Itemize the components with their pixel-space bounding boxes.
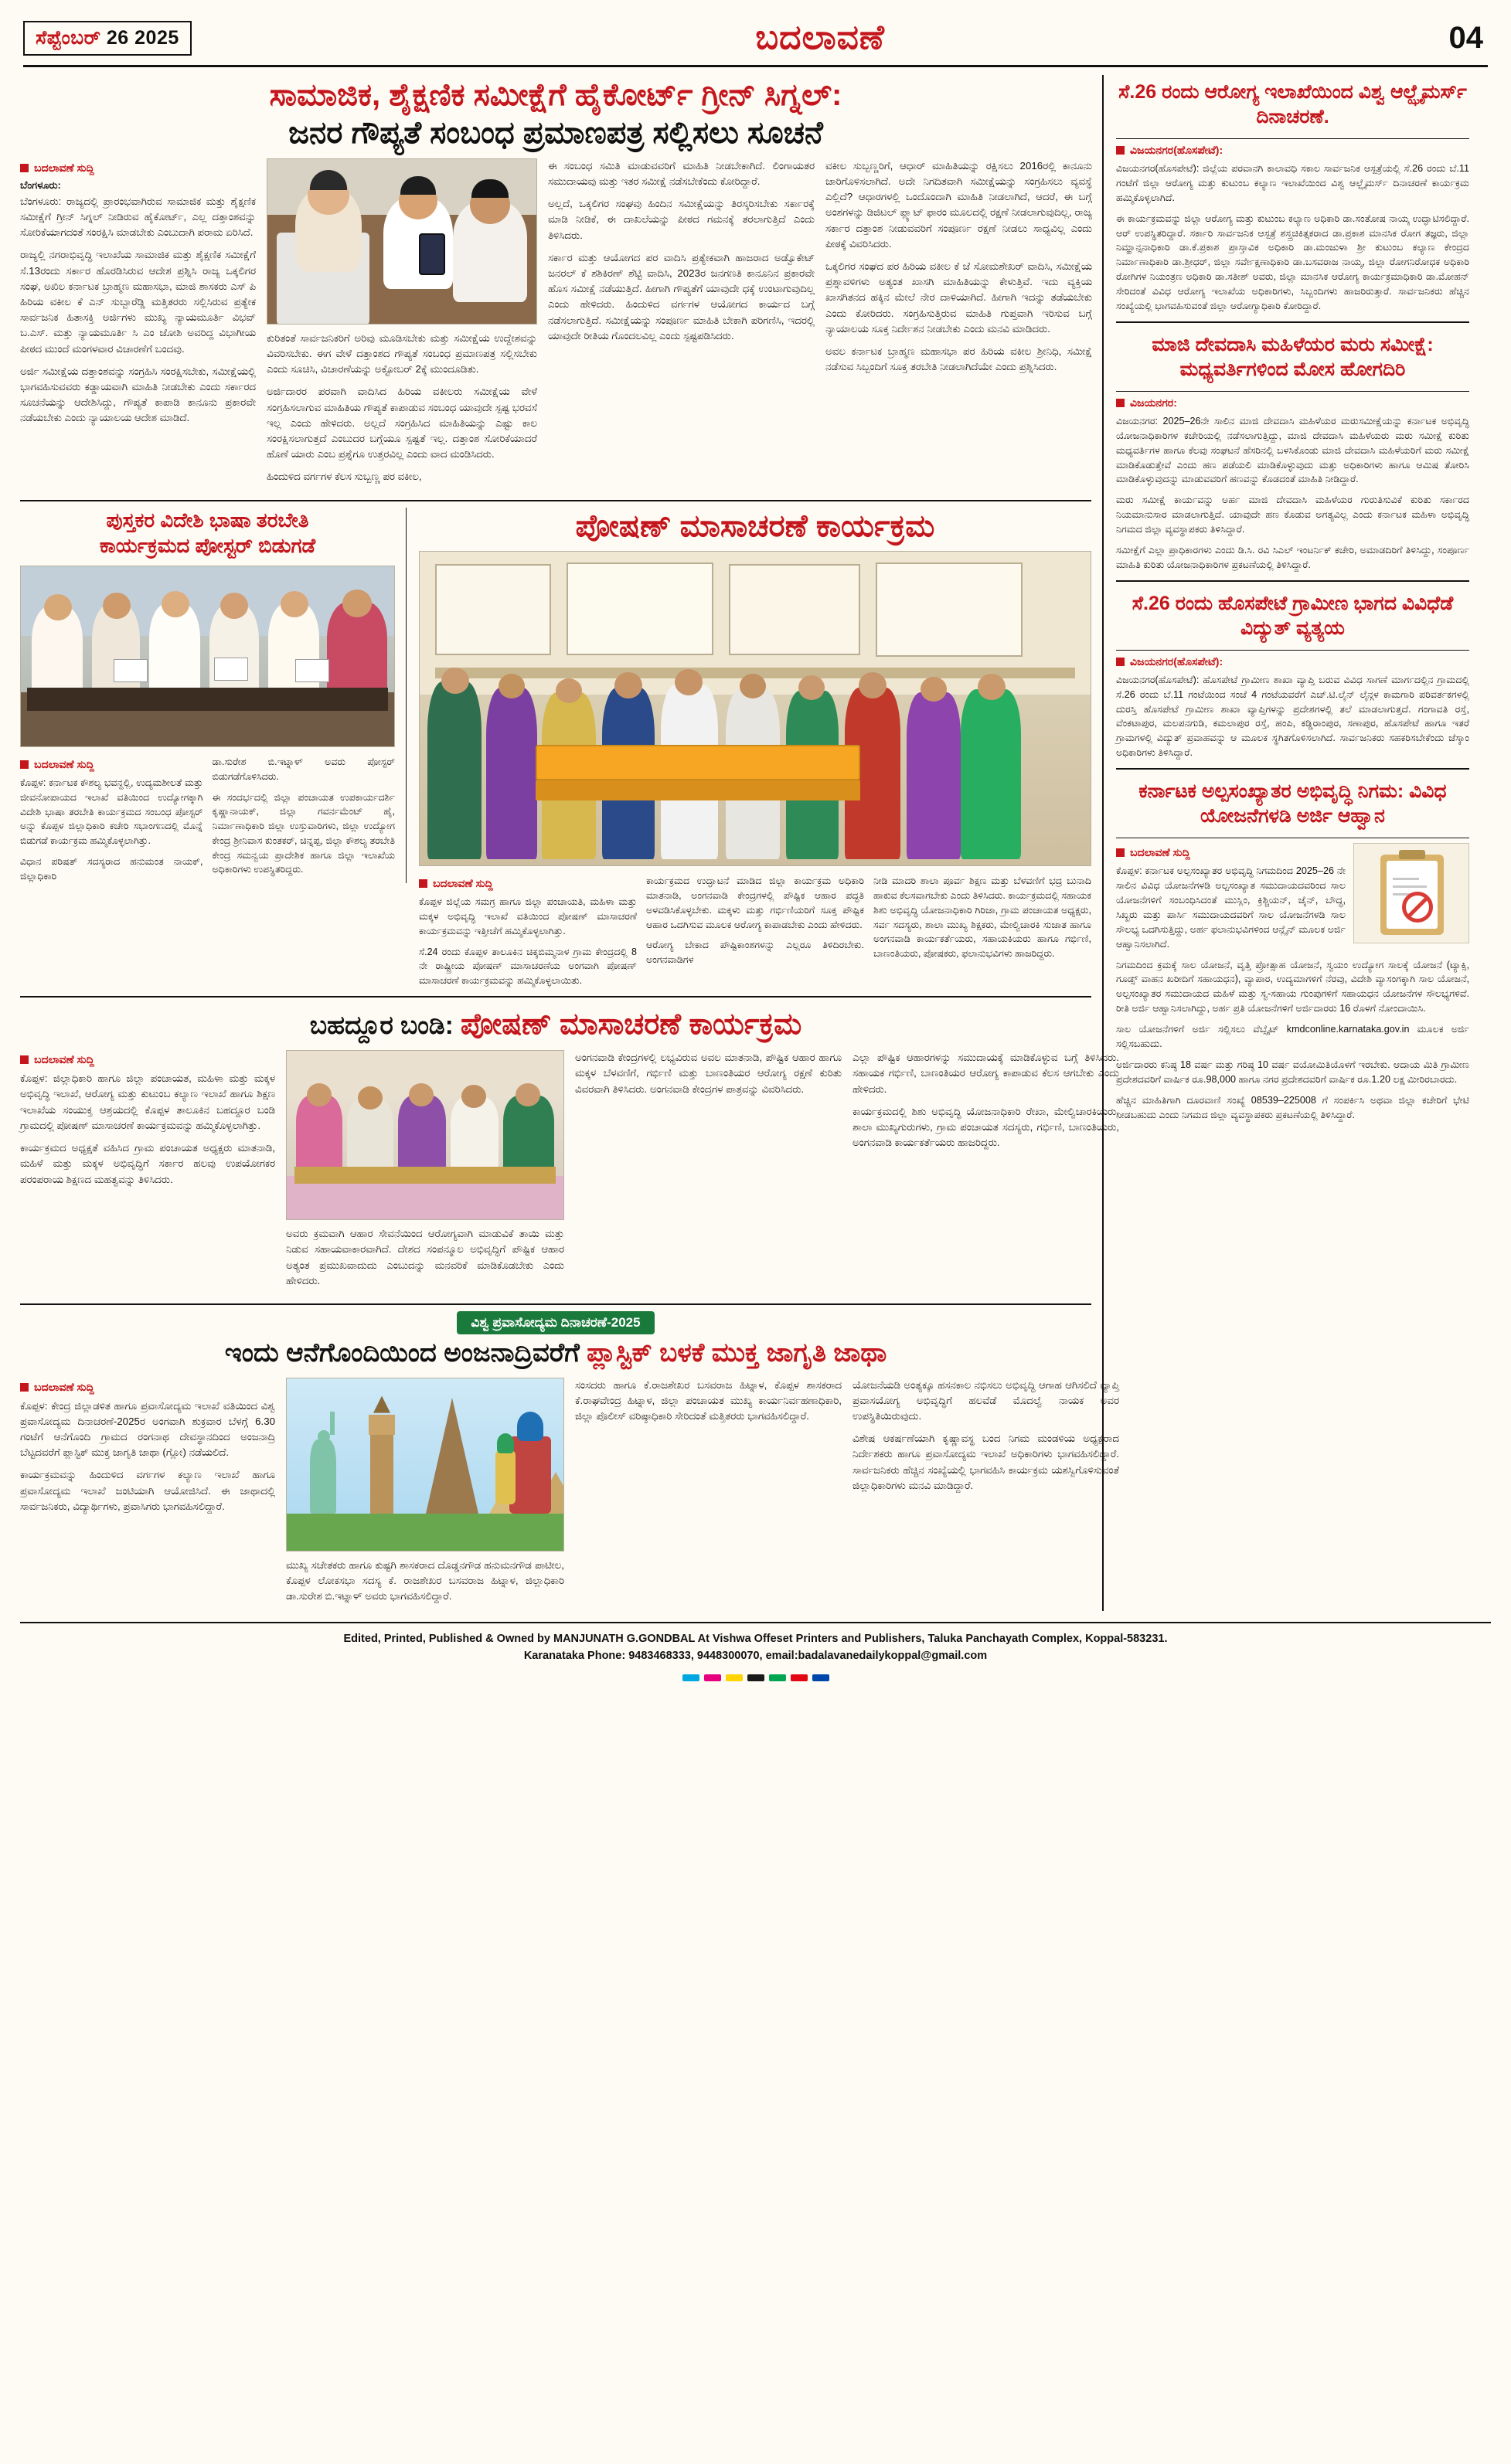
bullet-icon [1116,848,1125,857]
story-row-2 [20,508,1091,988]
lead-headline-black: ಜನರ ಗೌಪ್ಯತೆ ಸಂಬಂಧ ಪ್ರಮಾಣಪತ್ರ ಸಲ್ಲಿಸಲು ಸೂಚನೆ [288,115,823,150]
story4-headline-red: ಪೋಷಣ್ ಮಾಸಾಚರಣೆ ಕಾರ್ಯಕ್ರಮ [460,1008,802,1041]
footer-contact: Karanataka Phone: 9483468333, 9448300070, email:badalavanedailykoppal@gmail.com [523,1649,988,1662]
story4-col2: ಅವರು ಕ್ರಮವಾಗಿ ಆಹಾರ ಸೇವನೆಯಿಂದ ಆರೋಗ್ಯವಾಗಿ ಮಾಡುವಿಕೆ ತಾಯಿ ಮತ್ತು ನಿಡುವ ಸಹಾಯವಾಕಾರವಾಗಿದೆ. ದೇಶದ ಸಂಪನ್ಮೂಲ ಅಭಿವೃದ್ಧಿಗೆ ಪೌಷ್ಟಿಕ ಆಹಾರ ಅತ್ಯಂತ ಪ್ರಮುಖವಾದುದು ಎಂಬುದನ್ನು ಮನವರಿಕೆ ಮಾಡಿಕೊಡಬೇಕು ಎಂದು ಹೇಳಿದರು. [286,1228,564,1286]
story5-byline [20,1381,275,1394]
right-story-alzheimers [1116,75,1469,314]
story5-col2: ಮುಖ್ಯ ಸಚೇತಕರು ಹಾಗೂ ಕುಷ್ಟಗಿ ಶಾಸಕರಾದ ದೊಡ್ಡನಗೌಡ ಹನುಮನಗೌಡ ಪಾಟೀಲ, ಕೊಪ್ಪಳ ಲೋಕಸಭಾ ಸದಸ್ಯ ಕೆ. ರಾಜಶೇಖರ ಬಸವರಾಜ ಹಿಟ್ನಾಳ, ಜಿಲ್ಲಾಧಿಕಾರಿ ಡಾ.ಸುರೇಶ ಬಿ.ಇಟ್ನಾಳ್ ಅವರು ಭಾಗವಹಿಸಲಿದ್ದಾರೆ. [286,1558,564,1602]
story3-col3: ನೀಡಿ ಮಾದರಿ ಶಾಲಾ ಪೂರ್ವ ಶಿಕ್ಷಣ ಮತ್ತು ಬೆಳವಣಿಗೆ ಭದ್ರ ಬುನಾದಿ ಹಾಕುವ ಕೆಲಸವಾಗಬೇಕು ಎಂದು ತಿಳಿಸಿದರು. ಕಾರ್ಯಕ್ರಮದಲ್ಲಿ ಸಹಾಯಕ ಶಿಶು ಅಭಿವೃದ್ಧಿ ಯೋಜನಾಧಿಕಾರಿ ಗಿರಿಜಾ, ಗ್ರಾಮ ಪಂಚಾಯತ ಅಧ್ಯಕ್ಷರು, ಸರ್ವ ಸದಸ್ಯರು, ಶಾಲಾ ಮುಖ್ಯ ಶಿಕ್ಷಕರು, ಮೇಲ್ವಿಚಾರಕಿ ಸುಜಾತ ಹಾಗೂ ಅಂಗನವಾಡಿ ಕಾರ್ಯಕರ್ತೆಯರು, ಸಹಾಯಕಿಯರು ಹಾಗೂ ಗರ್ಭಿಣಿ, ಬಾಣಂತಿಯರು, ಪೋಷಕರು, ಫಲಾನುಭವಿಗಳು ಹಾಜರಿದ್ದರು. [873,875,1091,960]
byline-source: ಬದಲಾವಣೆ ಸುದ್ದಿ [34,161,94,174]
story2-headline-2: ಕಾರ್ಯಕ್ರಮದ ಪೋಸ್ಟರ್ ಬಿಡುಗಡೆ [99,534,316,558]
masthead-divider [23,65,1488,67]
footer-imprint: Edited, Printed, Published & Owned by MANJUNATH G.GONDBAL At Vishwa Offeset Printers and Publishers, Taluka Panchayath Complex, Koppal-583231. [343,1633,1168,1646]
byline-source: ಬದಲಾವಣೆ ಸುದ್ದಿ [34,758,94,771]
lead-byline-place: ಬೆಂಗಳೂರು: [20,178,61,191]
masthead [20,14,1491,65]
color-swatch [726,1674,743,1681]
clipboard-illustration [1353,843,1469,943]
right-divider-2 [1116,580,1469,582]
story5-col3: ಸಂಸದರು ಹಾಗೂ ಕೆ.ರಾಜಶೇಖರ ಬಸವರಾಜ ಹಿಟ್ನಾಳ, ಕೊಪ್ಪಳ ಶಾಸಕರಾದ ಕೆ.ರಾಘವೇಂದ್ರ ಹಿಟ್ನಾಳ, ಜಿಲ್ಲಾ ಪಂಚಾಯತ ಮುಖ್ಯ ಕಾರ್ಯನಿರ್ವಹಣಾಧಿಕಾರಿ, ಜಿಲ್ಲಾ ಪೊಲೀಸ್ ವರಿಷ್ಠಾಧಿಕಾರಿ ಸೇರಿದಂತೆ ಮತ್ತಿತರರು ಭಾಗವಹಿಸಲಿದ್ದಾರೆ. [575,1378,842,1422]
story5-col4: ಯೋಜನೆಯಡಿ ಅಂತ್ಯಕ್ಕೂ ಹಸನಕಾಲ ನಭಿಸಲು ಅಭಿವೃದ್ಧಿ ಆಗಾಹ ಆಗಿಸಲಿದೆ ವ್ಯಾಪ್ತಿ ಪ್ರವಾಸಯೋಗ್ಯ ಅಭಿವೃದ್ಧಿಗೆ ಹಲವೆಡೆ ಮೊದಲ್ವೆ ನಾಯಕ ಅವರ ಉಪಸ್ಥಿತಿಯಿರುವುದು. ವಿಶೇಷ ಆಕರ್ಷಣೆಯಾಗಿ ಕೃಷ್ಣಾವಸ್ಥ ಬಂದ ನಿಗಮ ಮಂಡಳಿಯ ಅಧ್ಯಕ್ಷರಾದ ನಿರ್ದೇಶಕರು ಹಾಗೂ ಪ್ರವಾಸೋದ್ಯಮ ಇಲಾಖೆ ಅಧಿಕಾರಿಗಳು ಭಾಗವಹಿಸಲಿದ್ದಾರೆ. ಸಾರ್ವಜನಿಕರು ಹೆಚ್ಚಿನ ಸಂಖ್ಯೆಯಲ್ಲಿ ಭಾಗವಹಿಸಿ ಕಾರ್ಯಕ್ರಮ ಯಶಸ್ವಿಗೊಳಿಸುವಂತೆ ಜಿಲ್ಲಾಧಿಕಾರಿಗಳು ಮನವಿ ಮಾಡಿದ್ದಾರೆ. [852,1378,1119,1491]
story-poshan-month [419,508,1091,988]
story5-headline-black: ಇಂದು ಆನೆಗೊಂದಿಯಿಂದ ಅಂಜನಾದ್ರಿವರೆಗೆ [224,1338,580,1368]
lead-photo [267,158,537,325]
page-footer [20,1622,1491,1670]
story4-col3: ಅಂಗನವಾಡಿ ಕೇಂದ್ರಗಳಲ್ಲಿ ಲಭ್ಯವಿರುವ ಅವಲ ಮಾತನಾಡಿ, ಪೌಷ್ಟಿಕ ಆಹಾರ ಹಾಗೂ ಮಕ್ಕಳ ಬೆಳವಣಿಗೆ, ಗರ್ಭಿಣಿ ಮತ್ತು ಬಾಣಂತಿಯರ ಆರೋಗ್ಯ ರಕ್ಷಣೆ ಕುರಿತು ವಿವರವಾಗಿ ತಿಳಿಸಿದರು. ಅಂಗನವಾಡಿ ಕೇಂದ್ರಗಳ ಪಾತ್ರವನ್ನು ವಿವರಿಸಿದರು. [575,1052,842,1095]
bullet-icon [1116,399,1125,407]
byline-source: ವಿಜಯನಗರ: [1130,396,1177,409]
section-divider-2 [20,996,1091,997]
bullet-icon [1116,146,1125,155]
right-story4-body-1: ಕೊಪ್ಪಳ: ಕರ್ನಾಟಕ ಅಲ್ಪಸಂಖ್ಯಾತರ ಅಭಿವೃದ್ಧಿ ನಿಗಮದಿಂದ 2025–26 ನೇ ಸಾಲಿನ ವಿವಿಧ ಯೋಜನೆಗಳಡಿ ಅಲ್ಪಸಂಖ್ಯಾತ ಸಮುದಾಯದವರಿಂದ ಸಾಲ ಯೋಜನೆಗಳಿಗೆ ಸಂಬಂಧಿಸಿದಂತೆ ಮುಸ್ಲಿಂ, ಕ್ರಿಶ್ಚಿಯನ್, ಜೈನ್, ಬೌದ್ಧ, ಸಿಖ್ಖರು ಮತ್ತು ಪಾರ್ಸಿ ಸಮುದಾಯದವರಿಗೆ ಸಾಲ ಯೋಜನೆಗಳಡಿ ಸಾಲ ಸೌಲಭ್ಯ ಒದಗಿಸುತ್ತಿದ್ದು, ಅರ್ಹ ಫಲಾನುಭವಿಗಳಿಂದ ಆನ್ಲೈನ್ ಮೂಲಕ ಅರ್ಜಿ ಆಹ್ವಾನಿಸಲಾಗಿದೆ. [1116,865,1346,950]
byline-source: ಬದಲಾವಣೆ ಸುದ್ದಿ [34,1380,94,1393]
content-grid [20,75,1491,1611]
right-story2-byline [1116,396,1469,410]
story5-headline [20,1336,1091,1377]
lead-col1: ಬೆಂಗಳೂರು: ರಾಜ್ಯದಲ್ಲಿ ಪ್ರಾರಂಭವಾಗಿರುವ ಸಾಮಾಜಿಕ ಮತ್ತು ಶೈಕ್ಷಣಿಕ ಸಮೀಕ್ಷೆಗೆ ಗ್ರೀನ್ ಸಿಗ್ನಲ್ ನೀಡಿರುವ ಹೈಕೋರ್ಟ್, ಎಲ್ಲ ದತ್ತಾಂಶವನ್ನು ಸೋರಿಕೆಯಾಗದಂತೆ ಸಂರಕ್ಷಿಸಿ ಮಾಡಬೇಕು ಎಂಬುದಾಗಿ ಪರಾಮ ಏರಿಸಿದೆ. ರಾಜ್ಯಲ್ಲಿ ನಗರಾಭಿವೃದ್ಧಿ ಇಲಾಖೆಯ ಸಾಮಾಜಿಕ ಮತ್ತು ಶೈಕ್ಷಣಿಕ ಸಮೀಕ್ಷೆಗೆ ಸೆ.13ರಂದು ಸರ್ಕಾರ ಹೊರಡಿಸಿರುವ ಆದೇಶ ಪ್ರಶ್ನಿಸಿ ರಾಜ್ಯ ಒಕ್ಕಲಿಗರ ಸಂಘ, ಅಖಿಲ ಕರ್ನಾಟಕ ಬ್ರಾಹ್ಮಣ ಮಹಾಸಭಾ, ಮಾಜಿ ಶಾಸಕರು ಎಸ್ ಪಿ ಹಿರಿಯ ವಕೀಲ ಕೆ ಎನ್ ಸುಬ್ಬಾರೆಡ್ಡಿ ಮತ್ತಿತರರು ಸಲ್ಲಿಸಿರುವ ಪ್ರತ್ಯೇಕ ಸಾರ್ವಜನಿಕ ಹಿತಾಸಕ್ತಿ ಅರ್ಜಿಗಳು ಮುಖ್ಯ ನ್ಯಾಯಮೂರ್ತಿ ವಿಭವ್ ಬ.ಎಸ್. ಮತ್ತು ನ್ಯಾಯಮೂರ್ತಿ ಸಿ ಎಂ ಜೋಶಿ ಅವರಿದ್ದ ವಿಭಾಗೀಯ ಪೀಠದ ಮುಂದೆ ಮಂಗಳವಾರ ವಿಚಾರಣೆಗೆ ಬಂದವು. ಅರ್ಜಿ ಸಮೀಕ್ಷೆಯ ದತ್ತಾಂಶವನ್ನು ಸಂಗ್ರಹಿಸಿ ಸಂರಕ್ಷಿಸಬೇಕು, ಸಮೀಕ್ಷೆಯಲ್ಲಿ ಭಾಗವಹಿಸುವವರು ಕಡ್ಡಾಯವಾಗಿ ಮಾಹಿತಿ ನೀಡಬೇಕು ಎಂದು ಸರ್ಕಾರದ ಸೂಚನೆಯನ್ನು ಆದೇಶಿಸಿದ್ದು, ಗೌಪ್ಯತೆ ಕಾಪಾಡಿ ಕಾನೂನು ಪ್ರಕಾರವೇ ನಡೆಯಬೇಕು ಎಂದು ನ್ಯಾಯಾಲಯ ಆದೇಶ ಮಾಡಿದೆ. [20,195,256,424]
story2-headline-1: ಪುಸ್ತಕರ ವಿದೇಶಿ ಭಾಷಾ ತರಬೇತಿ [106,508,309,532]
color-swatch [769,1674,786,1681]
bullet-icon [20,1055,29,1064]
date-day-year: 26 2025 [100,26,179,49]
date-badge [23,21,192,56]
right-story1-body: ವಿಜಯನಗರ(ಹೊಸಪೇಟೆ): ಜಿಲ್ಲೆಯ ಪರವಾನಗಿ ಕಾಲಾವಧಿ ಸಕಾಲ ಸಾರ್ವಜನಿಕ ಆಸ್ಪತ್ರೆಯಲ್ಲಿ ಸೆ.26 ರಂದು ಬೆ.11 ಗಂಟೆಗೆ ಜಿಲ್ಲಾ ಆರೋಗ್ಯ ಮತ್ತು ಕುಟುಂಬ ಕಲ್ಯಾಣ ಇಲಾಖೆಯಿಂದ ವಿಶ್ವ ಆಲ್ಝೈಮರ್ಸ್ ದಿನಾಚರಣೆ ಕಾರ್ಯಕ್ರಮ ಹಮ್ಮಿಕೊಳ್ಳಲಾಗಿದೆ. ಈ ಕಾರ್ಯಕ್ರಮವನ್ನು ಜಿಲ್ಲಾ ಆರೋಗ್ಯ ಮತ್ತು ಕುಟುಂಬ ಕಲ್ಯಾಣ ಅಧಿಕಾರಿ ಡಾ.ಸಂತೋಷ ನಾಯ್ಕ ಉದ್ಘಾಟಿಸಲಿದ್ದಾರೆ. ಆರ್ ಉಪಸ್ಥಿತರಿದ್ದಾರೆ. ಸರ್ಕಾರಿ ಸಾರ್ವಜನಿಕ ಆಸ್ಪತ್ರೆ ಶಸ್ತ್ರಚಿಕಿತ್ಸಕರಾದ ಡಾ.ಪ್ರಕಾಶ ಮಾನಸಿಕ ರೋಗ ತಜ್ಞರು, ಜಿಲ್ಲಾ ನಿಮ್ಹಾನ್ಸನಾಧಿಕಾರಿ ಡಾ.ಕೆ.ಪ್ರಕಾಶ ಪ್ರಾಸ್ತಾವಿಕ ಅಧಿಕಾರಿ ಡಾ.ಮಂಜುಳಾ ಶ್ರೀ ಕುಟುಂಬ ಕಲ್ಯಾಣ ಕೇಂದ್ರದ ನಿರ್ಮಾಣಾಧಿಕಾರಿ ಡಾ.ಶ್ರೀಧರ್, ಜಿಲ್ಲಾ ಸರ್ವೇಕ್ಷಣಾಧಿಕಾರಿ ಡಾ.ಬಸವರಾಜ ನಾಯ್ಕ, ಜಿಲ್ಲಾ ರೋಗನಿರೋಧಕ ಅಧಿಕಾರಿ ರೋಗಿಗಳ ನಿಯಂತ್ರಣ ಅಧಿಕಾರಿ ಡಾ.ಸತೀಶ್ ಅವರು, ಜಿಲ್ಲಾ ಮಾನಸಿಕ ಆರೋಗ್ಯ ಕಾರ್ಯಕ್ರಮಾಧಿಕಾರಿ ಡಾ.ಮೋಹನ್ ಸೇರಿದಂತೆ ವಿವಿಧ ಆರೋಗ್ಯ ಇಲಾಖೆಯ ಅಧಿಕಾರಿಗಳು, ಸಿಬ್ಬಂದಿಗಳು ಹಾಜರಿರುತ್ತಾರೆ. ಸಾರ್ವಜನಿಕರು ಹೆಚ್ಚಿನ ಸಂಖ್ಯೆಯಲ್ಲಿ ಭಾಗವಹಿಸುವಂತೆ ಜಿಲ್ಲಾ ಆರೋಗ್ಯಾಧಿಕಾರಿ ಕೋರಿದ್ದಾರೆ. [1116,163,1469,312]
page-number: 04 [1448,20,1483,55]
lead-headline-red: ಸಾಮಾಜಿಕ, ಶೈಕ್ಷಣಿಕ ಸಮೀಕ್ಷೆಗೆ ಹೈಕೋರ್ಟ್ ಗ್ರೀನ್ ಸಿಗ್ನಲ್: [269,78,842,112]
story3-photo [419,551,1091,866]
byline-source: ಬದಲಾವಣೆ ಸುದ್ದಿ [433,877,493,890]
story4-byline [20,1053,275,1066]
bullet-icon [419,879,427,888]
lead-col4: ವಕೀಲ ಸುಬ್ಬಣ್ಣರಿಗೆ, ಆಧಾರ್ ಮಾಹಿತಿಯನ್ನು ರಕ್ಷಿಸಲು 2016ರಲ್ಲಿ ಕಾನೂನು ಜಾರಿಗೊಳಿಸಲಾಗಿದೆ. ಅದೇ ನಿಗದಿತವಾಗಿ ಸಮೀಕ್ಷೆಯನ್ನು ಸಂಗ್ರಹಿಸಲು ವ್ಯವಸ್ಥೆ ಎಲ್ಲಿದೆ? ಆಧಾರಗಳಲ್ಲಿ ಒಂದೊಂದಾಗಿ ಮಾಹಿತಿ ನೀಡಲಾಗಿದೆ, ಆದರೆ, ಈ ಬಗ್ಗೆ ಅಂಶಗಳನ್ನು ಡಿಜಿಟಲ್ ಪ್ಲ್ಯಾಟ್ ಫಾರಂ ಮೂಲದಲ್ಲಿ ರಕ್ಷಣೆ ನೀಡಲಾಗುವುದಿಲ್ಲ, ರಾಜ್ಯ ಸರ್ಕಾರ ದತ್ತಾಂಶ ನೀಡುವವರಿಗೆ ಸಂಪೂರ್ಣ ರಕ್ಷಣೆ ನೀಡಲು ಸಾಧ್ಯವಿಲ್ಲ ಎಂದು ಪೀಠಕ್ಕೆ ವಿವರಿಸಿದರು. ಒಕ್ಕಲಿಗರ ಸಂಘದ ಪರ ಹಿರಿಯ ವಕೀಲ ಕೆ ಜೆ ಸೋಮಶೇಖರ್ ವಾದಿಸಿ, ಸಮೀಕ್ಷೆಯ ಪ್ರಶ್ನಾವಳಿಗಳು ಅತ್ಯಂತ ಖಾಸಗಿ ಮಾಹಿತಿಯನ್ನು ಕೇಳುತ್ತಿವೆ. ಇದು ವ್ಯಕ್ತಿಯ ಖಾಸಗಿತನದ ಹಕ್ಕಿನ ಮೇಲೆ ನೇರ ದಾಳಿಯಾಗಿದೆ. ಹೀಗಾಗಿ ಇದನ್ನು ತಡೆಯಬೇಕು ಎಂದು ಕೋರಿದರು. ಸಂಗ್ರಹಿಸುತ್ತಿರುವ ಮಾಹಿತಿ ಗುಪ್ತವಾಗಿ ಇರಿಸುವ ಬಗ್ಗೆ ನ್ಯಾಯಾಲಯ ಸೂಕ್ತ ನಿರ್ದೇಶನ ನೀಡಬೇಕು ಎಂದು ಮನವಿ ಮಾಡಿದರು. ಅವಲ ಕರ್ನಾಟಕ ಬ್ರಾಹ್ಮಣ ಮಹಾಸಭಾ ಪರ ಹಿರಿಯ ವಕೀಲ ಶ್ರೀನಿಧಿ, ಸಮೀಕ್ಷೆ ನಡೆಸುವ ಸಿಬ್ಬಂದಿಗೆ ಸೂಕ್ತ ತರಬೇತಿ ನೀಡಲಾಗಿದೆಯೇ ಎಂದು ಪ್ರಶ್ನಿಸಿದರು. [825,159,1092,373]
right-story3-body: ವಿಜಯನಗರ(ಹೊಸಪೇಟೆ): ಹೊಸಪೇಟೆ ಗ್ರಾಮೀಣ ಶಾಖಾ ವ್ಯಾಪ್ತಿ ಬರುವ ವಿವಿಧ ಸಾಗಣೆ ಮಾರ್ಗದಲ್ಲಿನ ಗ್ರಾಮದಲ್ಲಿ ಸೆ.26 ರಂದು ಬೆ.11 ಗಂಟೆಯಿಂದ ಸಂಜೆ 4 ಗಂಟೆಯವರೆಗೆ ಎಚ್.ಟಿ.ಲೈನ್ ಲೈನ್ಗಳ ಕಾಮಗಾರಿ ಪರಿವರ್ತಕಗಳಲ್ಲಿ ದುರಸ್ತಿ ಹೊಸಪೇಟೆ ಗ್ರಾಮೀಣ ಶಾಖಾ ವ್ಯಾಪ್ತಿಗಳನ್ನು ಪ್ರದೇಶಗಳಲ್ಲಿ ತಲೆ ಮಾಡಲಾಗುತ್ತದೆ. ಗಂಗಾವತಿ ರಸ್ತೆ, ವೆಂಕಟಾಪುರ, ಮಲಪನಗುಡಿ, ಕಮಲಾಪುರ ರಸ್ತೆ, ಹಂಪಿ, ಕಡ್ಡಿರಾಂಪುರ, ಸಣಾಪುರ, ಹೊಸಪೇಟೆ ಹಾಗೂ ಇತರೆ ಗ್ರಾಮಗಳಲ್ಲಿ ವಿದ್ಯುತ್ ಪ್ರವಾಹವನ್ನು ಆ ಮೂಲಕ ಸ್ಥಗಿತಗೊಳಿಸಲಾಗಿದೆ. ಸಾರ್ವಜನಿಕರು ಸಹಕರಿಸಬೇಕೆಂದು ಜೆಸ್ಕಾಂ ಅಧಿಕಾರಿಗಳು ತಿಳಿಸಿದ್ದಾರೆ. [1116,674,1469,759]
right-story3-byline [1116,655,1469,668]
story5-photo [286,1378,564,1551]
story-tourism-day [20,1311,1119,1611]
story4-headline-black: ಬಹದ್ದೂರ ಬಂಡಿ: [309,1010,454,1039]
story2-col2: ಡಾ.ಸುರೇಶ ಬಿ.ಇಟ್ನಾಳ್ ಅವರು ಪೋಸ್ಟರ್ ಬಿಡುಗಡೆಗೊಳಿಸಿದರು. ಈ ಸಂದರ್ಭದಲ್ಲಿ ಜಿಲ್ಲಾ ಪಂಚಾಯತ ಉಪಕಾರ್ಯದರ್ಶಿ ಕೃಷ್ಣಾನಾಯಕ್, ಜಿಲ್ಲಾ ಗವರ್ನಮೆಂಟ್ ಹೈ, ನಿರ್ಮಾಣಾಧಿಕಾರಿ ಜಿಲ್ಲಾ ಉಸ್ತುವಾರಿಗಳು, ಜಿಲ್ಲಾ ಉದ್ಯೋಗ ಕೇಂದ್ರ ಶ್ರೀನಿವಾಸ ಕುಂತಕರ್, ಚಿನ್ನಪ್ಪ, ಜಿಲ್ಲಾ ಕೌಶಲ್ಯ ತರಬೇತಿ ಕೇಂದ್ರ ಸಮನ್ವಯ ಪ್ರಾದೇಶಿಕ ಹಾಗೂ ಜಿಲ್ಲಾ ಇಲಾಖೆಯ ಅಧಿಕಾರಿಗಳು ಉಪಸ್ಥಿತರಿದ್ದರು. [212,756,395,875]
right-divider-3 [1116,768,1469,770]
story-bahadur-bandi [20,1004,1119,1296]
bullet-icon [20,1383,29,1392]
right-story1-headline: ಸೆ.26 ರಂದು ಆರೋಗ್ಯ ಇಲಾಖೆಯಿಂದ ವಿಶ್ವ ಆಲ್ಝೈಮರ್ಸ್ ದಿನಾಚರಣೆ. [1118,81,1467,127]
story3-headline: ಪೋಷಣ್ ಮಾಸಾಚರಣೆ ಕಾರ್ಯಕ್ರಮ [575,508,935,543]
right-divider-1 [1116,321,1469,323]
main-column [20,75,1119,1611]
right-story4-byline [1116,846,1346,859]
section-divider-1 [20,500,1091,501]
right-story2-headline: ಮಾಜಿ ದೇವದಾಸಿ ಮಹಿಳೆಯರ ಮರು ಸಮೀಕ್ಷೆ: ಮಧ್ಯವರ್ತಿಗಳಿಂದ ಮೋಸ ಹೋಗದಿರಿ [1152,333,1434,380]
byline-source: ಬದಲಾವಣೆ ಸುದ್ದಿ [1130,846,1190,859]
byline-source: ವಿಜಯನಗರ(ಹೊಸಪೇಟೆ): [1130,144,1223,156]
story3-byline [419,877,637,890]
story3-col2: ಕಾರ್ಯಕ್ರಮದ ಉದ್ಘಾಟನೆ ಮಾಡಿದ ಜಿಲ್ಲಾ ಕಾರ್ಯಕ್ರಮ ಅಧಿಕಾರಿ ಮಾತನಾಡಿ, ಅಂಗನವಾಡಿ ಕೇಂದ್ರಗಳಲ್ಲಿ ಪೌಷ್ಟಿಕ ಆಹಾರ ಪದ್ಧತಿ ಅಳವಡಿಸಿಕೊಳ್ಳಬೇಕು. ಮಕ್ಕಳು ಮತ್ತು ಗರ್ಭಿಣಿಯರಿಗೆ ಸೂಕ್ತ ಪೌಷ್ಟಿಕ ಆಹಾರ ಒದಗಿಸುವ ಮೂಲಕ ಆರೋಗ್ಯ ಕಾಪಾಡಬೇಕು ಎಂದು ಹೇಳಿದರು. ಆರೋಗ್ಯ ಬೇಕಾದ ಪೌಷ್ಟಿಕಾಂಶಗಳನ್ನು ಎಲ್ಲರೂ ತಿಳಿದಿರಬೇಕು. ಅಂಗನವಾಡಿಗಳ [646,875,864,966]
story2-byline [20,758,203,771]
right-story3-headline: ಸೆ.26 ರಂದು ಹೊಸಪೇಟೆ ಗ್ರಾಮೀಣ ಭಾಗದ ವಿವಿಧೆಡೆ ವಿದ್ಯುತ್ ವ್ಯತ್ಯಯ [1132,592,1454,639]
color-swatch [812,1674,829,1681]
paper-title: ಬದಲಾವಣೆ [755,19,885,56]
bullet-icon [1116,658,1125,666]
byline-source: ವಿಜಯನಗರ(ಹೊಸಪೇಟೆ): [1130,654,1223,668]
story5-headline-red: ಪ್ಲಾಸ್ಟಿಕ್ ಬಳಕೆ ಮುಕ್ತ ಜಾಗೃತಿ ಜಾಥಾ [587,1338,887,1368]
lead-col3: ಈ ಸಂಬಂಧ ಸಮಿತಿ ಮಾಡುವವರಿಗೆ ಮಾಹಿತಿ ನೀಡಬೇಕಾಗಿದೆ. ಲಿಂಗಾಯತರ ಸಮುದಾಯವು ಮತ್ತು ಇತರ ಸಮೀಕ್ಷೆ ನಡೆಸಬೇಕೆಂದು ಕೋರಿದ್ದಾರೆ. ಅಲ್ಲದೆ, ಒಕ್ಕಲಿಗರ ಸಂಘವು ಹಿಂದಿನ ಸಮೀಕ್ಷೆಯನ್ನು ತಿರಸ್ಕರಿಸಬೇಕು ಸರ್ಕಾರಕ್ಕೆ ಮಾಡಿ ನೀಡಿಕೆ, ಈ ದಾಖಲೆಯನ್ನು ಪೀಠದ ಗಮನಕ್ಕೆ ತರಲಾಗುತ್ತಿದೆ ಎಂದು ತಿಳಿಸಿದರು. ಸರ್ಕಾರ ಮತ್ತು ಆಯೋಗದ ಪರ ವಾದಿಸಿ ಪ್ರತ್ಯೇಕವಾಗಿ ಹಾಜರಾದ ಅಡ್ವೊಕೇಟ್ ಜನರಲ್ ಕೆ ಶಶಿಕಿರಣ್ ಶೆಟ್ಟಿ ವಾದಿಸಿ, 2023ರ ಜನಗಣತಿ ಕಾನೂನಿನ ಪ್ರಕಾರವೇ ಹೊಸ ಸಮೀಕ್ಷೆ ನಡೆಯುತ್ತಿದೆ. ಹೀಗಾಗಿ ಗೌಪ್ಯತೆಗೆ ಯಾವುದೇ ಧಕ್ಕೆ ಉಂಟಾಗುವುದಿಲ್ಲ ಎಂದು ಹೇಳಿದರು. ಹಿಂದುಳಿದ ವರ್ಗಗಳ ಆಯೋಗದ ಕಾರ್ಯದ ಬಗ್ಗೆ ನಡೆಸಲಾಗುತ್ತಿದೆ. ಸಮೀಕ್ಷೆಯನ್ನು ಸಂಪೂರ್ಣ ಮಾಹಿತಿ ಬೇಕಾಗಿ ಪರಿಗಣಿಸಿ, ಇದರಲ್ಲಿ ಯಾವುದೇ ರೀತಿಯ ಗೊಂದಲವಿಲ್ಲ ಎಂದು ಸ್ಪಷ್ಟಪಡಿಸಿದರು. [548,159,815,342]
lead-byline [20,161,256,175]
story4-photo [286,1050,564,1220]
story4-col4: ಎಲ್ಲಾ ಪೌಷ್ಟಿಕ ಆಹಾರಗಳನ್ನು ಸಮುದಾಯಕ್ಕೆ ಮಾಡಿಕೊಳ್ಳುವ ಬಗ್ಗೆ ತಿಳಿಸಿದರು. ಸಹಾಯಕ ಗರ್ಭಿಣಿ, ಬಾಣಂತಿಯರ ಆರೋಗ್ಯ ಕಾಪಾಡುವ ಕೆಲಸ ಆಗಬೇಕು ಎಂದು ಹೇಳಿದರು. ಕಾರ್ಯಕ್ರಮದಲ್ಲಿ ಶಿಶು ಅಭಿವೃದ್ಧಿ ಯೋಜನಾಧಿಕಾರಿ ರೇಖಾ, ಮೇಲ್ವಿಚಾರಕಿಯರು, ಶಾಲಾ ಮುಖ್ಯಗುರುಗಳು, ಗ್ರಾಮ ಪಂಚಾಯತ ಸದಸ್ಯರು, ಗರ್ಭಿಣಿ, ಬಾಣಂತಿಯರು, ಅಂಗನವಾಡಿ ಕಾರ್ಯಕರ್ತೆಯರು ಹಾಜರಿದ್ದರು. [852,1052,1119,1149]
byline-source: ಬದಲಾವಣೆ ಸುದ್ದಿ [34,1053,94,1066]
registration-color-bar [20,1670,1491,1689]
color-swatch [704,1674,721,1681]
color-swatch [791,1674,808,1681]
right-story-minorities-corporation [1116,774,1469,1122]
story2-photo [20,566,395,747]
right-story-devadasi-survey [1116,328,1469,573]
story-foreign-language [20,508,407,884]
right-story-power-outage [1116,586,1469,760]
date-month: ಸೆಪ್ಟೆಂಬರ್ [36,26,101,49]
color-swatch [682,1674,699,1681]
right-rail [1102,75,1469,1611]
story5-col1: ಕೊಪ್ಪಳ: ಕೇಂದ್ರ ಜಿಲ್ಲಾಡಳಿತ ಹಾಗೂ ಪ್ರವಾಸೋದ್ಯಮ ಇಲಾಖೆ ವತಿಯಿಂದ ವಿಶ್ವ ಪ್ರವಾಸೋದ್ಯಮ ದಿನಾಚರಣೆ-2025ರ ಅಂಗವಾಗಿ ಶುಕ್ರವಾರ ಬೆಳಗ್ಗೆ 6.30 ಗಂಟೆಗೆ ಆನೆಗೊಂದಿ ಗ್ರಾಮದ ರಂಗನಾಥ ದೇವಸ್ಥಾನದಿಂದ ಅಂಜನಾದ್ರಿ ಬೆಟ್ಟದವರೆಗೆ ಪ್ಲಾಸ್ಟಿಕ್ ಮುಕ್ತ ಜಾಗೃತಿ ಜಾಥಾ (ಗ್ಲೋ) ನಡೆಯಲಿದೆ. ಕಾರ್ಯಕ್ರಮವನ್ನು ಹಿಂದುಳಿದ ವರ್ಗಗಳ ಕಲ್ಯಾಣ ಇಲಾಖೆ ಹಾಗೂ ಪ್ರವಾಸೋದ್ಯಮ ಇಲಾಖೆ ಜಂಟಿಯಾಗಿ ಆಯೋಜಿಸಿದೆ. ಈ ಜಾಥಾದಲ್ಲಿ ಸಾರ್ವಜನಿಕರು, ವಿದ್ಯಾರ್ಥಿಗಳು, ಪ್ರವಾಸಿಗರು ಭಾಗವಹಿಸಲಿದ್ದಾರೆ. [20,1399,275,1512]
story3-col1: ಕೊಪ್ಪಳ ಜಿಲ್ಲೆಯ ಸಮಗ್ರ ಹಾಗೂ ಜಿಲ್ಲಾ ಪಂಚಾಯತಿ, ಮಹಿಳಾ ಮತ್ತು ಮಕ್ಕಳ ಅಭಿವೃದ್ಧಿ ಇಲಾಖೆ ವತಿಯಿಂದ ಪೋಷಣ್ ಮಾಸಾಚರಣೆ ಕಾರ್ಯಕ್ರಮವನ್ನು ಇತ್ತೀಚೆಗೆ ಹಮ್ಮಿಕೊಳ್ಳಲಾಗಿತ್ತು. ಸೆ.24 ರಂದು ಕೊಪ್ಪಳ ತಾಲೂಕಿನ ಚಿಕ್ಕಬಿಮ್ಮನಾಳ ಗ್ರಾಮ ಕೇಂದ್ರದಲ್ಲಿ 8 ನೇ ರಾಷ್ಟ್ರೀಯ ಪೋಷಣ್ ಮಾಸಾಚರಣೆಯ ಅಂಗವಾಗಿ ಪೋಷಣ್ ಮಾಸಾಚರಣೆ ಕಾರ್ಯಕ್ರಮವನ್ನು ಹಮ್ಮಿಕೊಳ್ಳಲಾಯಿತು. [419,896,637,987]
story4-headline [20,1004,1091,1050]
lead-story [20,75,1091,492]
right-story2-body: ವಿಜಯನಗರ: 2025–26ನೇ ಸಾಲಿನ ಮಾಜಿ ದೇವದಾಸಿ ಮಹಿಳೆಯರ ಮರುಸಮೀಕ್ಷೆಯನ್ನು ಕರ್ನಾಟಕ ಅಭಿವೃದ್ಧಿ ಯೋಜನಾಧಿಕಾರಿಗಳ ಕಚೇರಿಯಲ್ಲಿ ನಡೆಸಲಾಗುತ್ತಿದ್ದು, ಮಾಜಿ ದೇವದಾಸಿ ಮಹಿಳೆಯರು ಮರು ಸಮೀಕ್ಷೆ ಕುರಿತು ಮಧ್ಯವರ್ತಿಗಳ ಹಾಗೂ ಕೆಲವು ಸಂಘಟನೆ ಹೆಸರಿನಲ್ಲಿ ಬಳಸಿಕೊಂಡು ಮಾಜಿ ದೇವದಾಸಿ ಮಹಿಳೆಯರಿಗೆ ಮರು ಸಮೀಕ್ಷೆ ಮಾಡಿಕೊಡುತ್ತೇವೆ ಎಂದು ಹಣ ಪಡೆಯಲಿ ಮಾಡಿಕೊಳ್ಳುವುದು ಮತ್ತು ಅಧಿಕಾರಿಗಳು ಹಾಗೂ ಆಮಿಷ ತೋರಿಸಿ ಮಾಡಿಕೊಳ್ಳುವುದನ್ನು ಮಾಡುವವರಿಗೆ ಹಣವನ್ನು ಕೊಡದಂತೆ ಮಾಹಿತಿ ನೀಡಿದ್ದಾರೆ. ಮರು ಸಮೀಕ್ಷೆ ಕಾರ್ಯವನ್ನು ಅರ್ಹ ಮಾಜಿ ದೇವದಾಸಿ ಮಹಿಳೆಯರ ಗುರುತಿಸುವಿಕೆ ಕುರಿತು ಸರ್ಕಾರದ ನಿಯಮಾನುಸಾರ ಮಾಡಲಾಗುತ್ತಿದೆ. ಯಾವುದೇ ಹಣ ಕೊಡುವ ಅಗತ್ಯವಿಲ್ಲ ಎಂದು ಕರ್ನಾಟಕ ಮಹಿಳಾ ಅಭಿವೃದ್ಧಿ ನಿಗಮದ ಜಿಲ್ಲಾ ವ್ಯವಸ್ಥಾಪಕರು ತಿಳಿಸಿದ್ದಾರೆ. ಸಮೀಕ್ಷೆಗೆ ಎಲ್ಲಾ ಪ್ರಾಧಿಕಾರಗಳು ಎಂದು ಡಿ.ಸಿ. ರವಿ ಸಿಎಲ್ ಇಂಟರ್ನಿಕ್ ಕಚೇರಿ, ಅಮಾಡದಿರಿಗೆ ತಿಳಿಸಿದ್ದು, ಸಂಪೂರ್ಣ ಮಾಹಿತಿ ಕುರಿತು ಯೋಜನಾಧಿಕಾರಿಗಳ ಪ್ರಕಟಣೆಯಲ್ಲಿ ತಿಳಿಸಿದ್ದಾರೆ. [1116,415,1469,570]
section-divider-3 [20,1303,1091,1305]
bullet-icon [20,164,29,172]
story2-col1: ಕೊಪ್ಪಳ: ಕರ್ನಾಟಕ ಕೌಶಲ್ಯ ಭವನ್ದಲ್ಲಿ, ಉದ್ಯಮಶೀಲತೆ ಮತ್ತು ಜೀವನೋಪಾಯದ ಇಲಾಖೆ ವತಿಯಿಂದ ಉದ್ಯೋಗಕ್ಕಾಗಿ ವಿದೇಶಿ ಭಾಷಾ ತರಬೇತಿ ಕಾರ್ಯಕ್ರಮದ ಸಂಬಂಧ ಪೋಸ್ಟರ್ ಅನ್ನು ಕೊಪ್ಪಳ ಜಿಲ್ಲಾಧಿಕಾರಿ ಕಚೇರಿ ಸಭಾಂಗಣದಲ್ಲಿ ಮೊನ್ನೆ ಬಿಡುಗಡೆ ಕಾರ್ಯಕ್ರಮ ಹಮ್ಮಿಕೊಳ್ಳಲಾಗಿತ್ತು. ವಿಧಾನ ಪರಿಷತ್ ಸದಸ್ಯರಾದ ಹನುಮಂತ ನಾಯಕ್, ಜಿಲ್ಲಾಧಿಕಾರಿ [20,777,203,882]
story4-col1: ಕೊಪ್ಪಳ: ಜಿಲ್ಲಾಧಿಕಾರಿ ಹಾಗೂ ಜಿಲ್ಲಾ ಪಂಚಾಯತ, ಮಹಿಳಾ ಮತ್ತು ಮಕ್ಕಳ ಅಭಿವೃದ್ಧಿ ಇಲಾಖೆ, ಆರೋಗ್ಯ ಮತ್ತು ಕುಟುಂಬ ಕಲ್ಯಾಣ ಇಲಾಖೆ ಹಾಗೂ ಶಿಕ್ಷಣ ಇಲಾಖೆಯ ಸಂಯುಕ್ತ ಆಶ್ರಯದಲ್ಲಿ ಕೊಪ್ಪಳ ತಾಲೂಕಿನ ಬಹದ್ದೂರ ಬಂಡಿ ಗ್ರಾಮದಲ್ಲಿ ಪೋಷಣ್ ಮಾಸಾಚರಣೆ ಕಾರ್ಯಕ್ರಮವನ್ನು ಹಮ್ಮಿಕೊಳ್ಳಲಾಗಿತ್ತು. ಕಾರ್ಯಕ್ರಮದ ಅಧ್ಯಕ್ಷತೆ ವಹಿಸಿದ ಗ್ರಾಮ ಪಂಚಾಯತ ಅಧ್ಯಕ್ಷರು ಮಾತನಾಡಿ, ಮಹಿಳೆ ಮತ್ತು ಮಕ್ಕಳ ಅಭಿವೃದ್ಧಿಗೆ ಸರ್ಕಾರ ಹಲವು ಉಪಯೋಗಕರ ಪರಂಪರಾಯ ಶಿಕ್ಷಣದ ಮಹತ್ವವನ್ನು ತಿಳಿಸಿದರು. [20,1072,275,1185]
footer-email[interactable]: badalavanedailykoppal@gmail.com [798,1649,988,1662]
tourism-day-badge: ವಿಶ್ವ ಪ್ರವಾಸೋದ್ಯಮ ದಿನಾಚರಣೆ-2025 [457,1311,654,1334]
right-story1-byline [1116,144,1469,157]
bullet-icon [20,760,29,769]
lead-col2: ಕುರಿತಂತೆ ಸಾರ್ವಜನಿಕರಿಗೆ ಅರಿವು ಮೂಡಿಸಬೇಕು ಮತ್ತು ಸಮೀಕ್ಷೆಯ ಉದ್ದೇಶವನ್ನು ವಿವರಿಸಬೇಕು. ಈಗ ವೇಳೆ ದತ್ತಾಂಶದ ಗೌಪ್ಯತೆ ಸಂಬಂಧ ಪ್ರಮಾಣಪತ್ರ ಸಲ್ಲಿಸಬೇಕು ಎಂದು ಸೂಚಿಸಿ, ವಿಚಾರಣೆಯನ್ನು ಅಕ್ಟೋಬರ್ 2ಕ್ಕೆ ಮುಂದೂಡಿತು. ಅರ್ಜಿದಾರರ ಪರವಾಗಿ ವಾದಿಸಿದ ಹಿರಿಯ ವಕೀಲರು ಸಮೀಕ್ಷೆಯ ವೇಳೆ ಸಂಗ್ರಹಿಸಲಾಗುವ ಮಾಹಿತಿಯ ಗೌಪ್ಯತೆ ಕಾಪಾಡುವ ಸಂಬಂಧ ಯಾವುದೇ ಸ್ಪಷ್ಟ ಭರವಸೆ ಇಲ್ಲ ಎಂದು ಹೇಳಿದರು. ಅಲ್ಲದೆ ಸಂಗ್ರಹಿಸಿದ ಮಾಹಿತಿಯನ್ನು ಎಷ್ಟು ಕಾಲ ಸಂರಕ್ಷಿಸಲಾಗುತ್ತದೆ ಎಂಬುದರ ಬಗ್ಗೆಯೂ ಸ್ಪಷ್ಟತೆ ಇಲ್ಲ. ದತ್ತಾಂಶ ಸೋರಿಕೆಯಾದರೆ ಹೊಣೆ ಯಾರು ಎಂಬ ಪ್ರಶ್ನೆಗೂ ಉತ್ತರವಿಲ್ಲ ಎಂದು ವಾದ ಮಂಡಿಸಿದರು. ಹಿಂದುಳಿದ ವರ್ಗಗಳ ಕೆಲಸ ಸುಬ್ಬಣ್ಣ ಪರ ವಕೀಲ, [267,331,537,483]
right-story4-headline: ಕರ್ನಾಟಕ ಅಲ್ಪಸಂಖ್ಯಾತರ ಅಭಿವೃದ್ಧಿ ನಿಗಮ: ವಿವಿಧ ಯೋಜನೆಗಳಡಿ ಅರ್ಜಿ ಆಹ್ವಾನ [1138,780,1447,828]
right-story4-body-2: ನಿಗಮದಿಂದ ಕ್ರಮಕ್ಕೆ ಸಾಲ ಯೋಜನೆ, ವೃತ್ತಿ ಪ್ರೋತ್ಸಾಹ ಯೋಜನೆ, ಸ್ವಯಂ ಉದ್ಯೋಗ ಸಾಲಕ್ಕೆ ಯೋಜನೆ (ಟ್ಯಾಕ್ಸಿ, ಗೂಡ್ಸ್ ವಾಹನ ಖರೀದಿಗೆ ಸಹಾಯಧನ), ವ್ಯಾಪಾರ, ಉದ್ಯಮಾಗಳಿಗೆ ನೆರವು, ವಿದೇಶಿ ವ್ಯಾಸಂಗಕ್ಕಾಗಿ ಸಾಲ ಯೋಜನೆ, ಅಲ್ಪಸಂಖ್ಯಾತರ ಸಮುದಾಯದ ಮಹಿಳೆ ಮತ್ತು ಸ್ವ-ಸಹಾಯ ಗುಂಪುಗಳಿಗೆ ಸಹಾಯಧನ ಯೋಜನೆಗಳ ಸೌಲಭ್ಯಗಳಿವೆ. ರೀತಿ ಅರ್ಜಿ ಆಹ್ವಾನಿಸಲಾಗಿದ್ದು, ಅರ್ಹ ಪ್ರತಿ ಯೋಜನೆಗಳಿಗೆ ಅರ್ಜಿದಾರರು 16 ರೊಳಗೆ ನೋಂದಾಯಿಸಿ. ಸಾಲ ಯೋಜನೆಗಳಿಗೆ ಅರ್ಜಿ ಸಲ್ಲಿಸಲು ವೆಬ್ಸೈಟ್ kmdconline.karnataka.gov.in ಮೂಲಕ ಅರ್ಜಿ ಸಲ್ಲಿಸಬಹುದು. ಅರ್ಜಿದಾರರು ಕನಿಷ್ಠ 18 ವರ್ಷ ಮತ್ತು ಗರಿಷ್ಠ 10 ವರ್ಷ ವಯೋಮಿತಿಯೊಳಗೆ ಇರಬೇಕು. ಆದಾಯ ಮಿತಿ ಗ್ರಾಮೀಣ ಪ್ರದೇಶದವರಿಗೆ ವಾರ್ಷಿಕ ರೂ.98,000 ಹಾಗೂ ನಗರ ಪ್ರದೇಶದವರಿಗೆ ವಾರ್ಷಿಕ ರೂ.1.20 ಲಕ್ಷ ಮೀರಿರಬಾರದು. ಹೆಚ್ಚಿನ ಮಾಹಿತಿಗಾಗಿ ದೂರವಾಣಿ ಸಂಖ್ಯೆ 08539–225008 ಗೆ ಸಂಪರ್ಕಿಸಿ ಅಥವಾ ಜಿಲ್ಲಾ ಕಚೇರಿಗೆ ಭೇಟಿ ನೀಡಬಹುದು ಎಂದು ನಿಗಮದ ಜಿಲ್ಲಾ ವ್ಯವಸ್ಥಾಪಕರು ಪ್ರಕಟಣೆಯಲ್ಲಿ ತಿಳಿಸಿದ್ದಾರೆ. [1116,959,1469,1120]
color-swatch [747,1674,764,1681]
